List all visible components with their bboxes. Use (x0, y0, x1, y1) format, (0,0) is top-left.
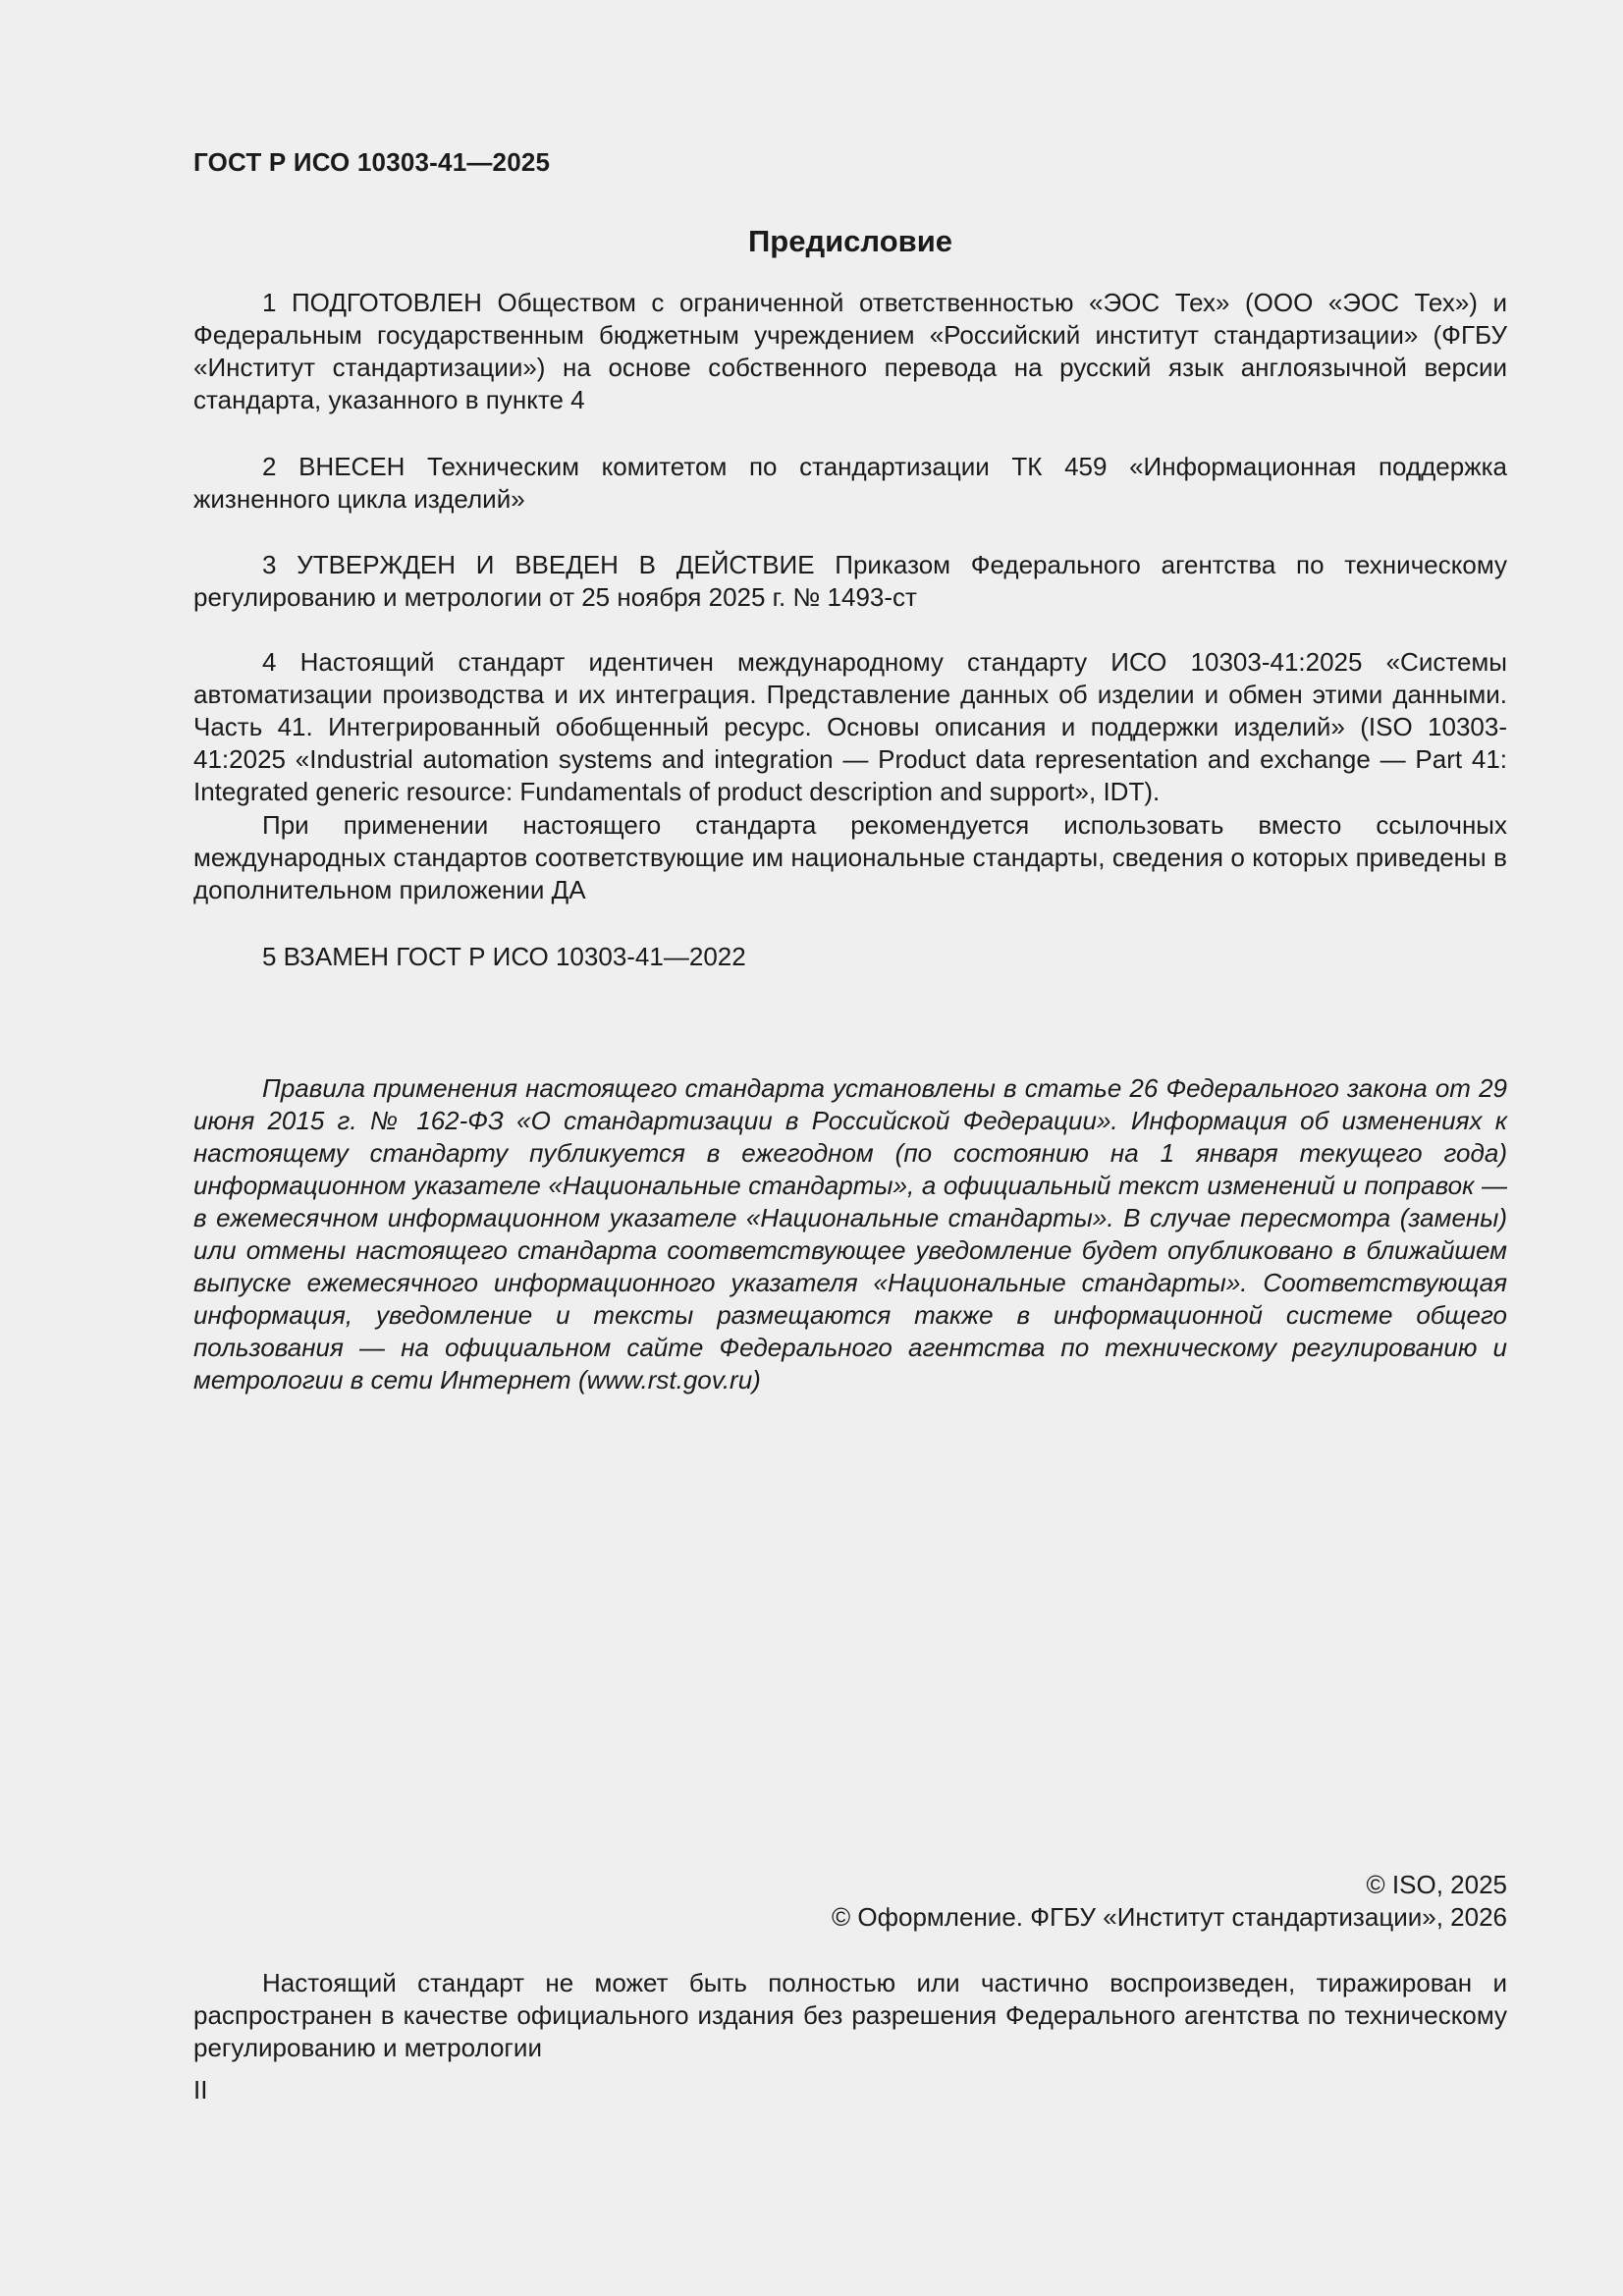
foreword-item-3: 3 УТВЕРЖДЕН И ВВЕДЕН В ДЕЙСТВИЕ Приказом Федерального агентства по техническому регулированию и метрологии от 25 ноября 2025 г. № 1493-ст (193, 550, 1507, 612)
copyright-design: © Оформление. ФГБУ «Институт стандартизации», 2026 (832, 1902, 1507, 1932)
reproduction-notice: Настоящий стандарт не может быть полностью или частично воспроизведен, тиражирован и распространен в качестве официального издания без разрешения Федерального агентства по техническому регулированию и метрологии (193, 1968, 1507, 2062)
foreword-item-4-note: При применении настоящего стандарта рекомендуется использовать вместо ссылочных международных стандартов соответствующие им национальные стандарты, сведения о которых приведены в дополнительном приложении ДА (193, 810, 1507, 904)
foreword-item-1: 1 ПОДГОТОВЛЕН Обществом с ограниченной ответственностью «ЭОС Тех» (ООО «ЭОС Тех») и Федеральным государственным бюджетным учреждением «Российский институт стандартизации» (ФГБУ «Институт стандартизации») на основе собственного перевода на русский язык англоязычной версии стандарта, указанного в пункте 4 (193, 288, 1507, 414)
document-code: ГОСТ Р ИСО 10303-41—2025 (193, 147, 551, 177)
foreword-item-5: 5 ВЗАМЕН ГОСТ Р ИСО 10303-41—2022 (262, 942, 746, 971)
foreword-item-2: 2 ВНЕСЕН Техническим комитетом по стандартизации ТК 459 «Информационная поддержка жизненного цикла изделий» (193, 452, 1507, 514)
document-page (193, 0, 1507, 2296)
rules-notice: Правила применения настоящего стандарта установлены в статье 26 Федерального закона от 29 июня 2015 г. № 162-ФЗ «О стандартизации в Российской Федерации». Информация об изменениях к настоящему стандарту публикуется в ежегодном (по состоянию на 1 января текущего года) информационном указателе «Национальные стандарты», а официальный текст изменений и поправок — в ежемесячном информационном указателе «Национальные стандарты». В случае пересмотра (замены) или отмены настоящего стандарта соответствующее уведомление будет опубликовано в ближайшем выпуске ежемесячного информационного указателя «Национальные стандарты». Соответствующая информация, уведомление и тексты размещаются также в информационной системе общего пользования — на официальном сайте Федерального агентства по техническому регулированию и метрологии в сети Интернет (www.rst.gov.ru) (193, 1073, 1507, 1394)
page-title: Предисловие (747, 224, 952, 258)
copyright-iso: © ISO, 2025 (1366, 1870, 1507, 1899)
foreword-item-4: 4 Настоящий стандарт идентичен международному стандарту ИСО 10303-41:2025 «Системы автоматизации производства и их интеграция. Представление данных об изделии и обмен этими данными. Часть 41. Интегрированный обобщенный ресурс. Основы описания и поддержки изделий» (ISO 10303-41:2025 «Industrial automation systems and integration — Product data representation and exchange — Part 41: Integrated generic resource: Fundamentals of product description and support», IDT). (193, 647, 1507, 806)
page-number: II (193, 2075, 208, 2105)
